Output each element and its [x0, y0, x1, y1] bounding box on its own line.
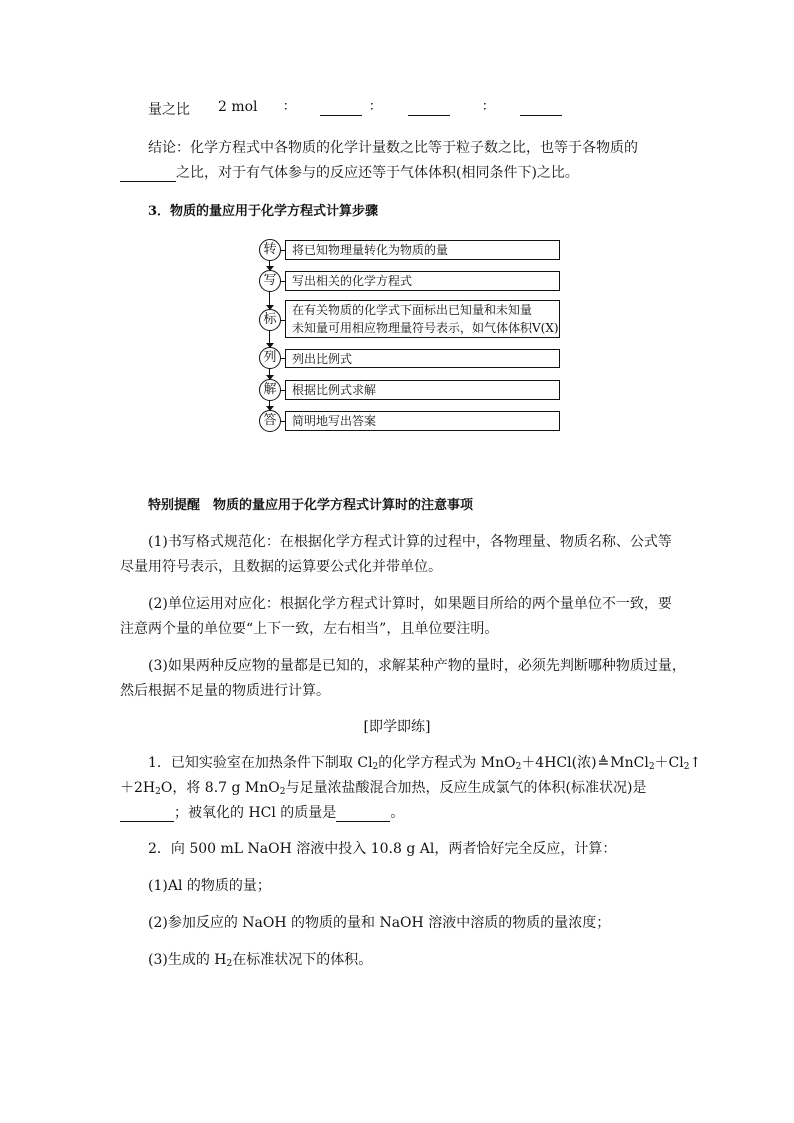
step-1-circle: 转 — [259, 239, 281, 261]
practice-title: [即学即练] — [363, 719, 431, 735]
ratio-row — [148, 99, 190, 119]
conclusion-line-2 — [120, 162, 579, 182]
step-4-circle: 列 — [259, 347, 281, 369]
q2-sub-2: (2)参加反应的 NaOH 的物质的量和 NaOH 溶液中溶质的物质的量浓度； — [148, 915, 611, 931]
step-3-circle: 标 — [259, 309, 281, 331]
step-5-box: 根据比例式求解 — [285, 380, 560, 400]
tip-p3-line2: 然后根据不足量的物质进行计算。 — [120, 683, 330, 699]
step-1-box: 将已知物理量转化为物质的量 — [285, 240, 560, 260]
tip-p2-line1: (2)单位运用对应化：根据化学方程式计算时，如果题目所给的两个量单位不一致，要 — [148, 596, 672, 612]
step-2-circle: 写 — [259, 270, 281, 292]
ratio-label: 量之比 — [148, 102, 190, 118]
step-3-box: 在有关物质的化学式下面标出已知量和未知量 未知量可用相应物理量符号表示，如气体体积V(X) — [285, 300, 560, 338]
q1-line2: $+2H_2O$，将 8.7 g MnO$_2$与足量浓盐酸混合加热，反应生成氯气的体积(标准状况)是 — [120, 780, 647, 797]
q1-line1: 1．已知实验室在加热条件下制取 $Cl_2$的化学方程式为 MnO$_2$＋4HCl(浓)$≜MnCl_2+Cl_2↑$ — [148, 755, 702, 772]
conclusion-line-1: 结论：化学方程式中各物质的化学计量数之比等于粒子数之比，也等于各物质的 — [148, 140, 638, 156]
ratio-blank-3 — [520, 101, 562, 116]
q1-blank-1 — [120, 807, 174, 822]
ratio-colon-2: ∶ — [370, 99, 374, 115]
step-6-box: 简明地写出答案 — [285, 411, 560, 431]
conclusion-suffix: 之比，对于有气体参与的反应还等于气体体积(相同条件下)之比。 — [176, 165, 579, 181]
tip-p1-line2: 尽量用符号表示，且数据的运算要公式化并带单位。 — [120, 559, 442, 575]
ratio-colon-3: ∶ — [483, 99, 487, 115]
section-3-title: 3．物质的量应用于化学方程式计算步骤 — [148, 204, 379, 219]
q2-sub-1: (1)Al 的物质的量； — [148, 878, 271, 894]
step-4-box: 列出比例式 — [285, 349, 560, 368]
q2-stem: 2．向 500 mL NaOH 溶液中投入 10.8 g Al，两者恰好完全反应，计算： — [148, 841, 617, 857]
q1-blank-2 — [336, 807, 390, 822]
q2-sub-3: (3)生成的 $H_2$在标准状况下的体积。 — [148, 952, 373, 969]
tip-p3-line1: (3)如果两种反应物的量都是已知的，求解某种产物的量时，必须先判断哪种物质过量， — [148, 658, 686, 674]
tip-heading: 特别提醒 物质的量应用于化学方程式计算时的注意事项 — [148, 498, 474, 513]
step-5-circle: 解 — [259, 379, 281, 401]
conclusion-blank — [120, 167, 176, 182]
ratio-blank-2 — [408, 101, 450, 116]
ratio-blank-1 — [320, 101, 362, 116]
step-6-circle: 答 — [259, 410, 281, 432]
step-2-box: 写出相关的化学方程式 — [285, 271, 560, 291]
ratio-colon-1: ∶ — [284, 99, 288, 115]
tip-p2-line2: 注意两个量的单位要“上下一致，左右相当”，且单位要注明。 — [120, 621, 499, 637]
ratio-value: 2 mol — [218, 99, 258, 115]
tip-p1-line1: (1)书写格式规范化：在根据化学方程式计算的过程中，各物理量、物质名称、公式等 — [148, 534, 672, 550]
q1-line3: ；被氧化的 HCl 的质量是 。 — [120, 802, 404, 822]
